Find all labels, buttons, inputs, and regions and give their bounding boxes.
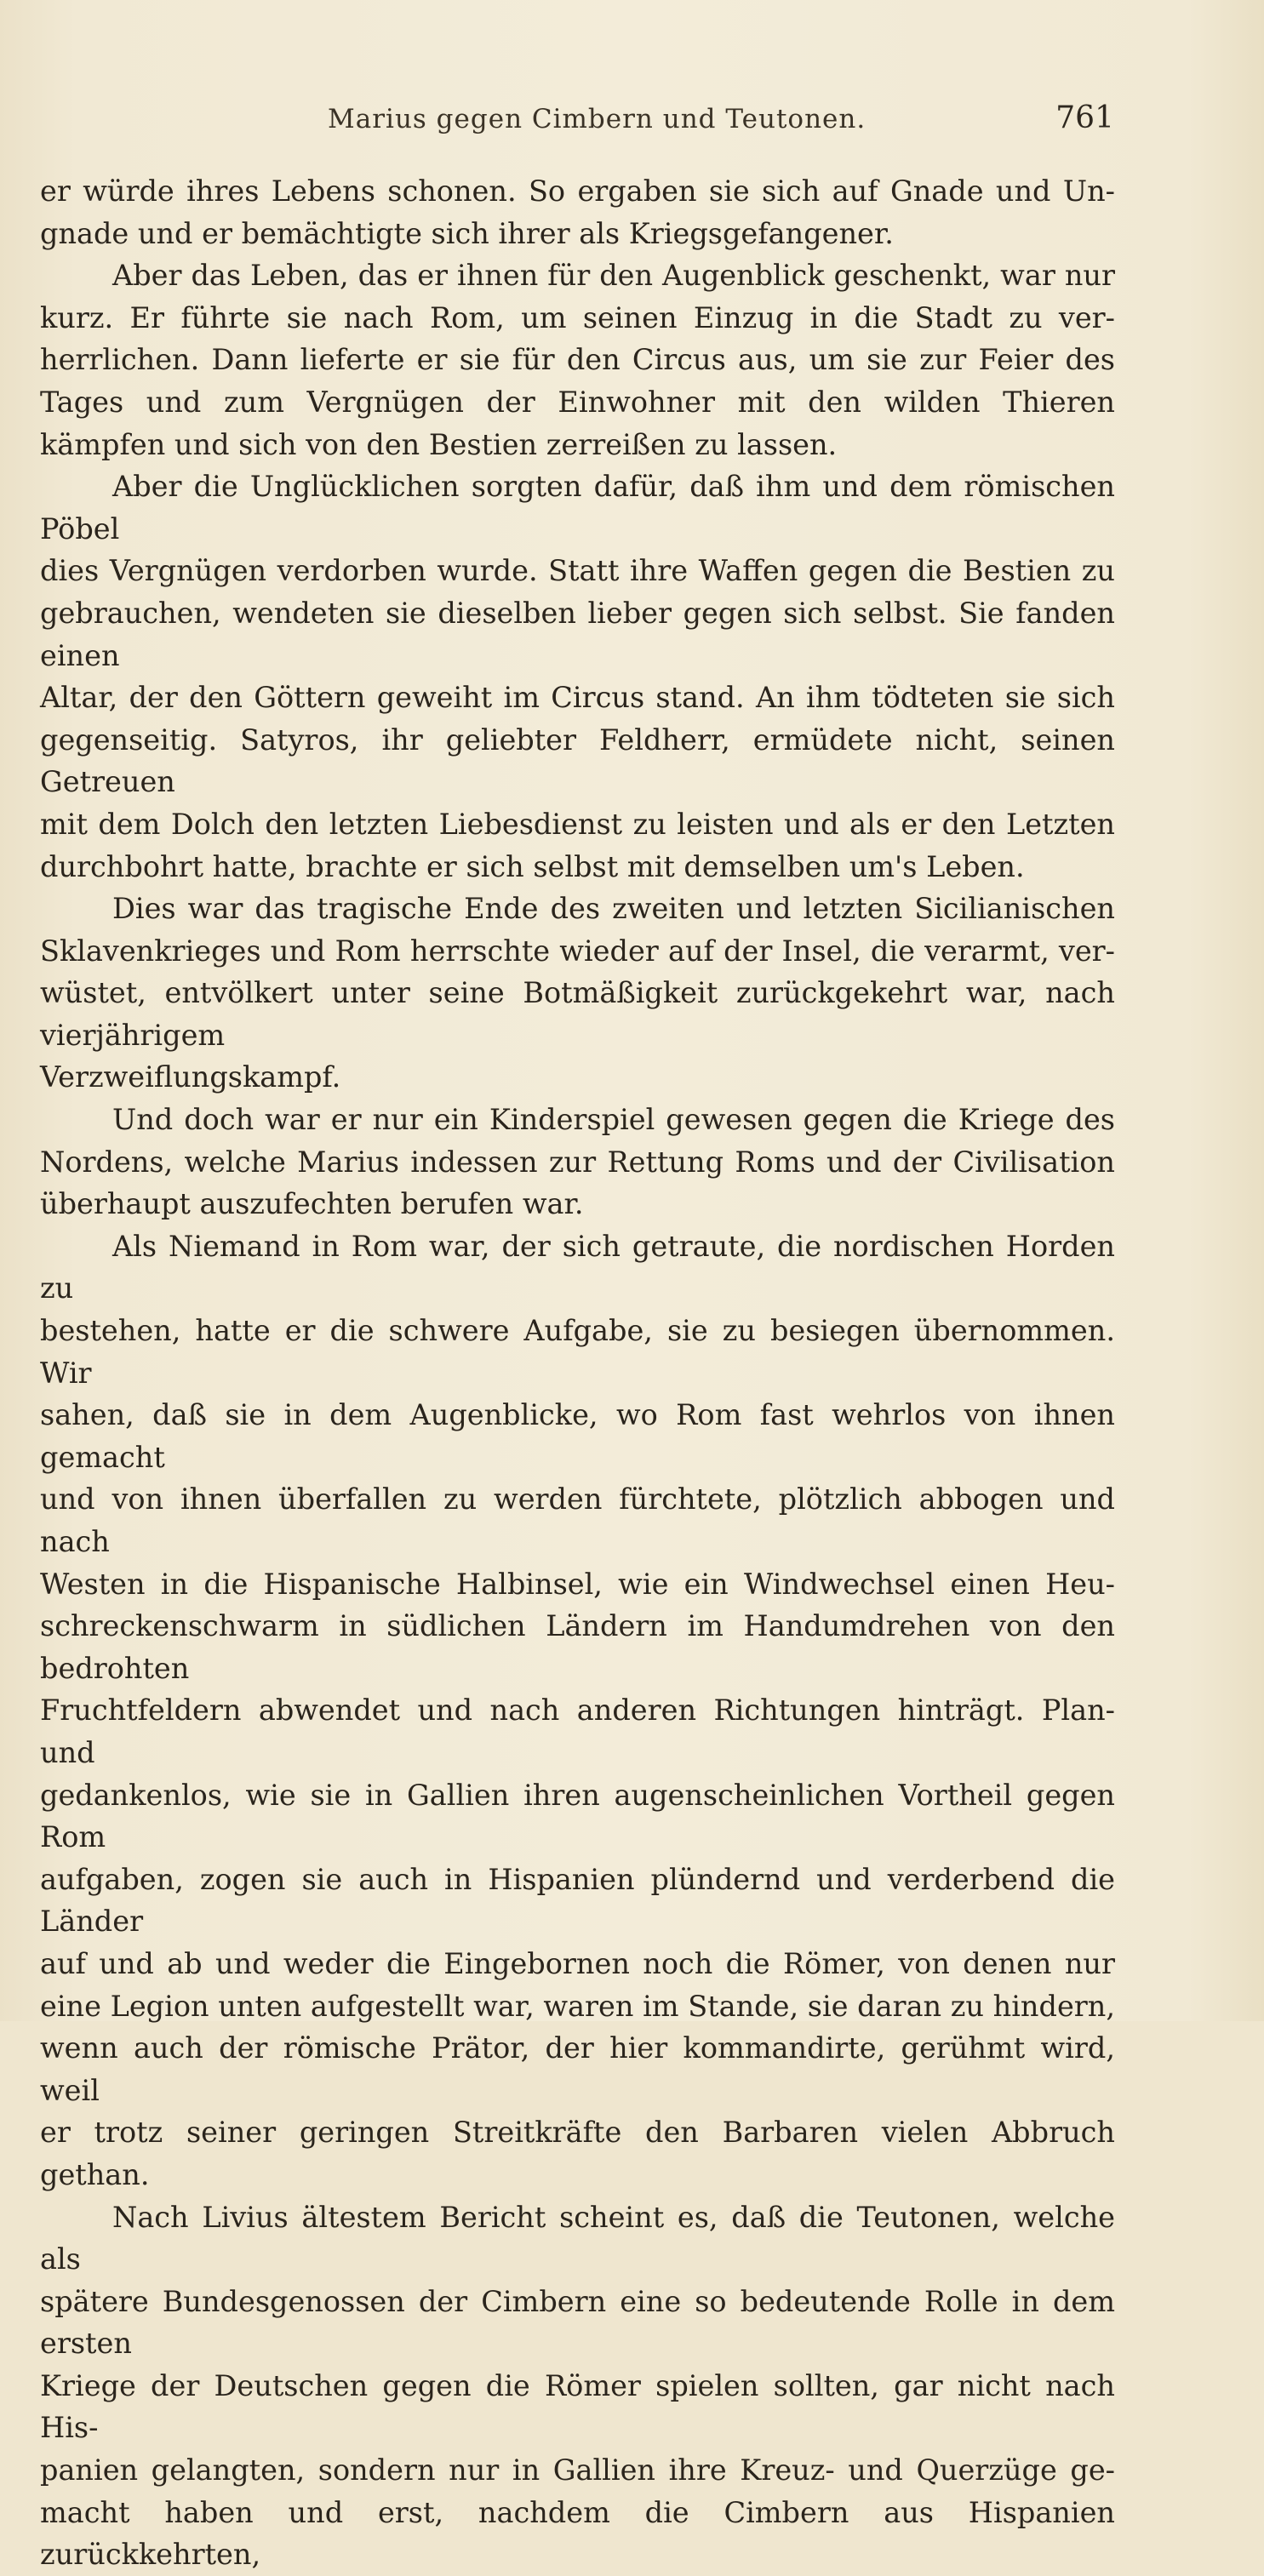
body-text — [40, 170, 1115, 2576]
text-line: er trotz seiner geringen Streitkräfte den Barbaren vielen Abbruch gethan. — [40, 2116, 1115, 2191]
text-line: sahen, daß sie in dem Augenblicke, wo Rom fast wehrlos von ihnen gemacht — [40, 1398, 1115, 1474]
text-line: gegenseitig. Satyros, ihr geliebter Feldherr, ermüdete nicht, seinen Getreuen — [40, 723, 1115, 799]
text-line: Fruchtfeldern abwendet und nach anderen Richtungen hinträgt. Plan- und — [40, 1694, 1115, 1769]
text-line: mit dem Dolch den letzten Liebesdienst zu leisten und als er den Letzten — [40, 807, 1115, 841]
text-line: gnade und er bemächtigte sich ihrer als Kriegsgefangener. — [40, 216, 894, 250]
text-line: Dies war das tragische Ende des zweiten und letzten Sicilianischen — [112, 892, 1115, 926]
text-line: Westen in die Hispanische Halbinsel, wie ein Windwechsel einen Heu- — [40, 1567, 1115, 1601]
text-line: er würde ihres Lebens schonen. So ergaben sie sich auf Gnade und Un- — [40, 174, 1115, 208]
page-number: 761 — [1055, 100, 1114, 135]
text-line: Altar, der den Göttern geweiht im Circus stand. An ihm tödteten sie sich — [40, 681, 1115, 715]
text-line: Sklavenkrieges und Rom herrschte wieder auf der Insel, die verarmt, ver- — [40, 934, 1115, 968]
text-line: herrlichen. Dann lieferte er sie für den Circus aus, um sie zur Feier des — [40, 343, 1115, 377]
text-line: macht haben und erst, nachdem die Cimbern aus Hispanien zurückkehrten, — [40, 2495, 1115, 2572]
text-line: dies Vergnügen verdorben wurde. Statt ihre Waffen gegen die Bestien zu — [40, 554, 1115, 588]
text-line: wüstet, entvölkert unter seine Botmäßigkeit zurückgekehrt war, nach vierjährigem — [40, 976, 1115, 1052]
text-line: gebrauchen, wendeten sie dieselben lieber gegen sich selbst. Sie fanden einen — [40, 596, 1115, 672]
text-line: Und doch war er nur ein Kinderspiel gewesen gegen die Kriege des — [112, 1103, 1115, 1137]
text-line: kurz. Er führte sie nach Rom, um seinen Einzug in die Stadt zu ver- — [40, 300, 1115, 334]
text-line: Aber die Unglücklichen sorgten dafür, daß ihm und dem römischen Pöbel — [40, 470, 1115, 545]
text-line: wenn auch der römische Prätor, der hier kommandirte, gerühmt wird, weil — [40, 2031, 1115, 2107]
text-line: aufgaben, zogen sie auch in Hispanien plündernd und verderbend die Länder — [40, 1862, 1115, 1939]
text-line: überhaupt auszufechten berufen war. — [40, 1187, 584, 1221]
text-line: Nach Livius ältestem Bericht scheint es, daß die Teutonen, welche als — [40, 2200, 1115, 2276]
text-line: Nordens, welche Marius indessen zur Rettung Roms und der Civilisation — [40, 1145, 1115, 1179]
text-line: Verzweiflungskampf. — [40, 1060, 341, 1094]
text-line: gedankenlos, wie sie in Gallien ihren augenscheinlichen Vortheil gegen Rom — [40, 1778, 1115, 1854]
text-line: Tages und zum Vergnügen der Einwohner mit den wilden Thieren — [40, 385, 1115, 419]
text-line: Kriege der Deutschen gegen die Römer spielen sollten, gar nicht nach His- — [40, 2368, 1115, 2445]
text-line: panien gelangten, sondern nur in Gallien ihre Kreuz- und Querzüge ge- — [40, 2453, 1115, 2487]
text-line: schreckenschwarm in südlichen Ländern im Handumdrehen von den bedrohten — [40, 1609, 1115, 1685]
running-head: Marius gegen Cimbern und Teutonen. — [328, 104, 866, 134]
text-line: eine Legion unten aufgestellt war, waren im Stande, sie daran zu hindern, — [40, 1989, 1116, 2023]
text-line: Aber das Leben, das er ihnen für den Augenblick geschenkt, war nur — [112, 259, 1115, 293]
text-line: kämpfen und sich von den Bestien zerreißen zu lassen. — [40, 427, 838, 461]
text-line: durchbohrt hatte, brachte er sich selbst mit demselben um's Leben. — [40, 849, 1025, 883]
text-line: spätere Bundesgenossen der Cimbern eine so bedeutende Rolle in dem ersten — [40, 2284, 1115, 2361]
text-line: bestehen, hatte er die schwere Aufgabe, sie zu besiegen übernommen. Wir — [40, 1314, 1115, 1390]
text-line: und von ihnen überfallen zu werden fürchtete, plötzlich abbogen und nach — [40, 1482, 1115, 1558]
text-line: auf und ab und weder die Eingebornen noch die Römer, von denen nur — [40, 1946, 1115, 1980]
text-line: Als Niemand in Rom war, der sich getraute, die nordischen Horden zu — [40, 1229, 1115, 1305]
